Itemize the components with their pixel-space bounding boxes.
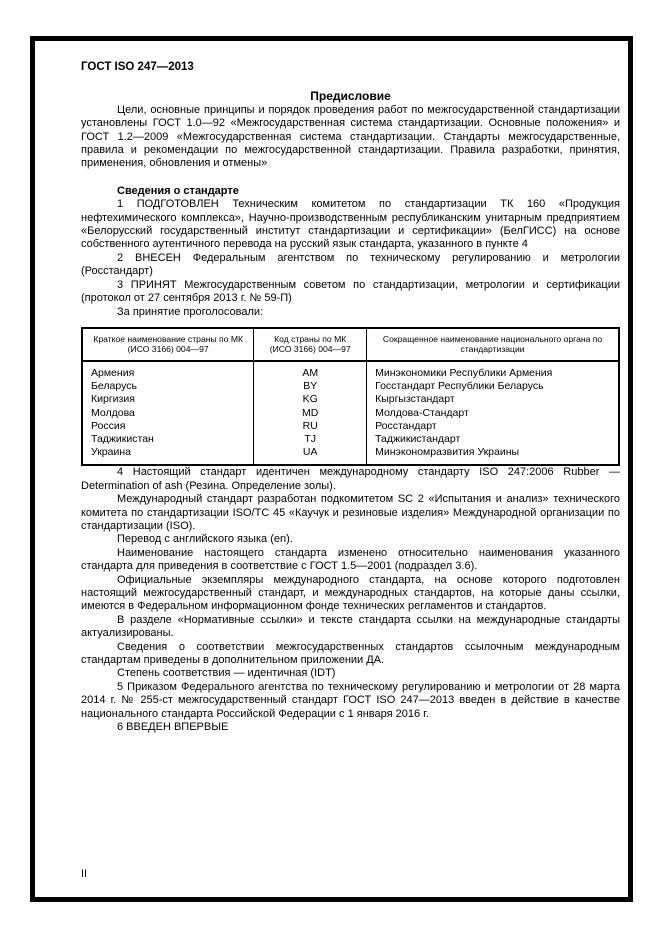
body-cell: Росстандарт — [367, 420, 619, 433]
table-row — [82, 361, 619, 380]
country-cell: Армения — [82, 361, 254, 380]
country-cell: Таджикистан — [82, 433, 254, 446]
item-4-official-copies: Официальные экземпляры международного стандарта, на основе которого подготовлен настоящий межгосударственный стандарт, и международных стандартов, на которые даны ссылки, имеются в Федеральном информационном фонде технических регламентов и стандартов. — [81, 573, 620, 613]
page-border-frame — [30, 36, 633, 902]
country-cell: Россия — [82, 420, 254, 433]
page-title: Предисловие — [310, 89, 391, 104]
code-cell: BY — [254, 380, 367, 393]
voting-table — [81, 327, 620, 466]
body-cell: Минэкономики Республики Армения — [367, 361, 619, 380]
table-row — [82, 433, 619, 446]
table-row — [82, 420, 619, 433]
item-6-first-time: 6 ВВЕДЕН ВПЕРВЫЕ — [117, 721, 229, 734]
code-cell: MD — [254, 407, 367, 420]
item-4-degree: Степень соответствия — идентичная (IDT) — [117, 667, 336, 680]
code-cell: UA — [254, 446, 367, 465]
page-number: II — [81, 867, 88, 880]
body-cell: Таджикистандарт — [367, 433, 619, 446]
body-cell: Кыргызстандарт — [367, 393, 619, 406]
body-cell: Госстандарт Республики Беларусь — [367, 380, 619, 393]
item-1-prepared: 1 ПОДГОТОВЛЕН Техническим комитетом по стандартизации ТК 160 «Продукция нефтехимического комплекса», Научно-производственным республиканским унитарным предприятием «Белорусский государственный институт стандартизации и сертификации» (БелГИСС) на основе собственного аутентичного перевода на русский язык стандарта, указанного в пункте 4 — [81, 198, 620, 251]
item-2-submitted: 2 ВНЕСЕН Федеральным агентством по техническому регулированию и метрологии (Росстандарт) — [81, 251, 620, 278]
table-row — [82, 446, 619, 465]
country-cell: Молдова — [82, 407, 254, 420]
table-row — [82, 407, 619, 420]
item-4-references: В разделе «Нормативные ссылки» и тексте стандарта ссылки на международные стандарты актуализированы. — [81, 613, 620, 640]
document-content — [35, 41, 628, 897]
col-header-code: Код страны по МК (ИСО 3166) 004—97 — [254, 328, 367, 361]
document-code: ГОСТ ISO 247—2013 — [81, 61, 194, 73]
item-4-developer: Международный стандарт разработан подкомитетом SC 2 «Испытания и анализ» технического комитета по стандартизации ISO/TC 45 «Каучук и резиновые изделия» Международной организации по стандартизации (ISO). — [81, 493, 620, 532]
item-4-translation: Перевод с английского языка (en). — [117, 533, 293, 546]
standard-info-heading: Сведения о стандарте — [117, 184, 239, 197]
table-row — [82, 380, 619, 393]
col-header-country: Краткое наименование страны по МК (ИСО 3166) 004—97 — [82, 328, 254, 361]
item-4-identity: 4 Настоящий стандарт идентичен международному стандарту ISO 247:2006 Rubber — Determination of ash (Резина. Определение золы). — [81, 466, 620, 492]
country-cell: Киргизия — [82, 393, 254, 406]
item-4-block — [81, 466, 620, 681]
code-cell: KG — [254, 393, 367, 406]
country-cell: Беларусь — [82, 380, 254, 393]
item-4-appendix: Сведения о соответствии межгосударственных стандартов ссылочным международным стандартам приведены в дополнительном приложении ДА. — [81, 640, 620, 667]
vote-intro-line: За принятие проголосовали: — [117, 305, 264, 318]
code-cell: AM — [254, 361, 367, 380]
table-row — [82, 393, 619, 406]
country-cell: Украина — [82, 446, 254, 465]
item-4-renaming: Наименование настоящего стандарта изменено относительно наименования указанного стандарта для приведения в соответствие с ГОСТ 1.5—2001 (подраздел 3.6). — [81, 546, 620, 573]
col-header-body: Сокращенное наименование национального органа по стандартизации — [367, 328, 619, 361]
code-cell: TJ — [254, 433, 367, 446]
intro-paragraph: Цели, основные принципы и порядок проведения работ по межгосударственной стандартизации установлены ГОСТ 1.0—92 «Межгосударственная система стандартизации. Основные положения» и ГОСТ 1.2—2009 «Межгосударственная система стандартизации. Стандарты межгосударственные, правила и рекомендации по межгосударственной стандартизации. Правила разработки, принятия, применения, обновления и отмены» — [81, 103, 620, 170]
item-3-adopted: 3 ПРИНЯТ Межгосударственным советом по стандартизации, метрологии и сертификации (протокол от 27 сентября 2013 г. № 59-П) — [81, 278, 620, 305]
body-cell: Молдова-Стандарт — [367, 407, 619, 420]
body-cell: Минэкономразвития Украины — [367, 446, 619, 465]
table-header-row — [82, 328, 619, 361]
code-cell: RU — [254, 420, 367, 433]
item-5-enactment: 5 Приказом Федерального агентства по техническому регулированию и метрологии от 28 марта 2014 г. № 255-ст межгосударственный стандарт ГОСТ ISO 247—2013 введен в действие в качестве национального стандарта Российской Федерации с 1 января 2016 г. — [81, 680, 620, 720]
